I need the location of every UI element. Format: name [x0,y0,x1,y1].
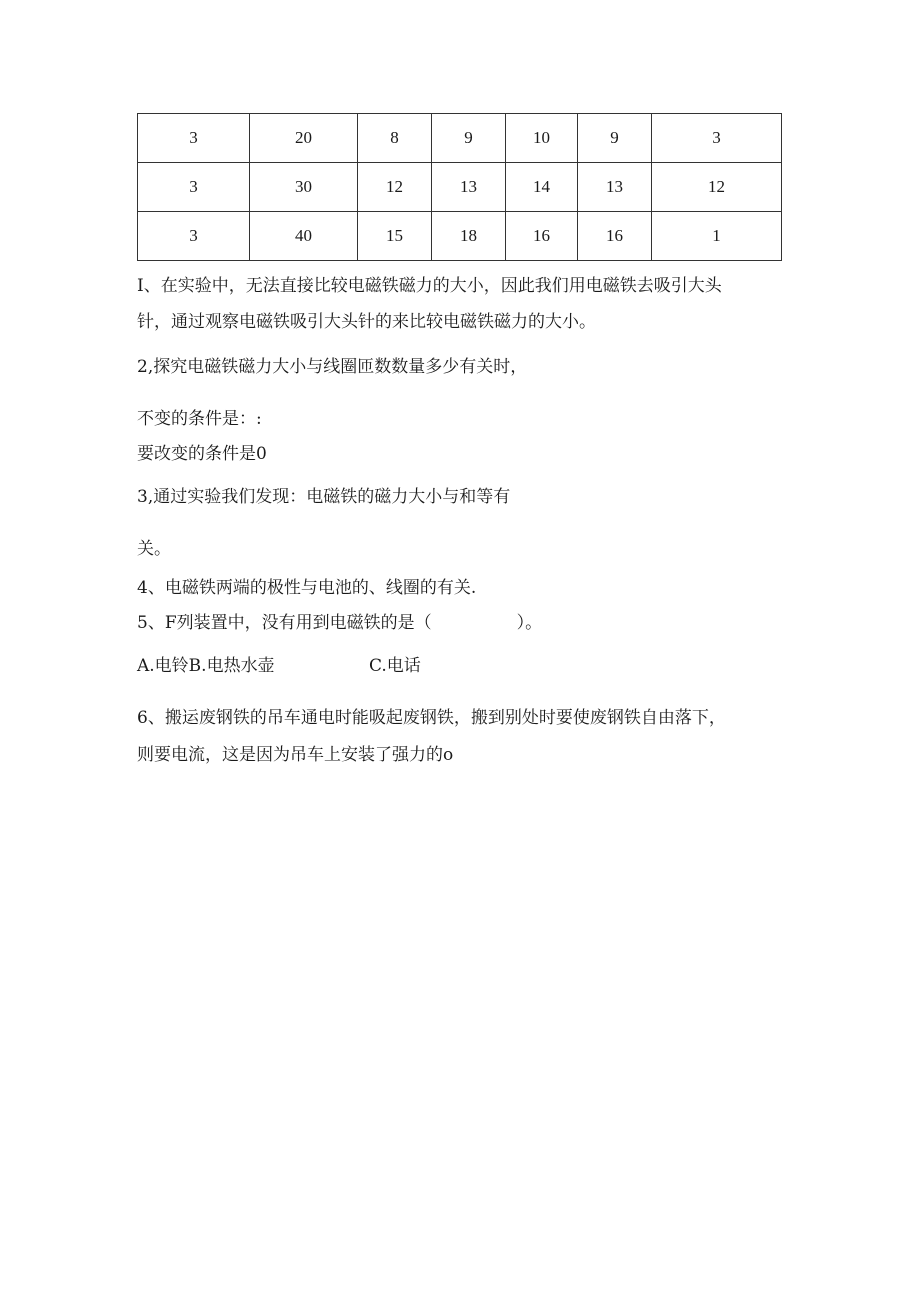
table-cell: 10 [506,114,578,163]
table-cell: 3 [652,114,782,163]
question-5-option-c: C.电话 [369,656,421,676]
table-cell: 3 [138,212,250,261]
table-cell: 16 [578,212,652,261]
table-cell: 13 [578,163,652,212]
experiment-data-table [137,113,782,261]
question-2-unchanged-condition: 不变的条件是：: [137,409,262,429]
table-row [138,212,782,261]
question-5-options-ab: A.电铃B.电热水壶 [137,656,275,676]
table-cell: 9 [578,114,652,163]
table-cell: 20 [250,114,358,163]
table-cell: 1 [652,212,782,261]
table-cell: 13 [432,163,506,212]
table-cell: 40 [250,212,358,261]
question-6-line-2: 则要电流，这是因为吊车上安装了强力的o [137,745,454,765]
question-4: 4、电磁铁两端的极性与电池的、线圈的有关. [137,578,477,598]
question-6-line-1: 6、搬运废钢铁的吊车通电时能吸起废钢铁，搬到别处时要使废钢铁自由落下， [137,708,726,728]
question-3-line-1: 3,通过实验我们发现：电磁铁的磁力大小与和等有 [137,487,511,507]
question-1-line-2: 针，通过观察电磁铁吸引大头针的来比较电磁铁磁力的大小。 [137,312,596,332]
table-row [138,114,782,163]
table-cell: 8 [358,114,432,163]
table-row [138,163,782,212]
table-cell: 12 [652,163,782,212]
table-cell: 14 [506,163,578,212]
table-cell: 15 [358,212,432,261]
question-2-prompt: 2,探究电磁铁磁力大小与线圈匝数数量多少有关时， [137,357,528,377]
table-cell: 30 [250,163,358,212]
question-5-stem: 5、F列装置中，没有用到电磁铁的是（ ）。 [137,613,543,633]
table-cell: 3 [138,114,250,163]
question-2-changed-condition: 要改变的条件是0 [137,444,267,464]
table-cell: 9 [432,114,506,163]
table-cell: 16 [506,212,578,261]
question-1-line-1: I、在实验中，无法直接比较电磁铁磁力的大小，因此我们用电磁铁去吸引大头 [137,276,722,296]
table-cell: 12 [358,163,432,212]
question-3-line-2: 关。 [137,539,171,559]
table-cell: 18 [432,212,506,261]
table-cell: 3 [138,163,250,212]
